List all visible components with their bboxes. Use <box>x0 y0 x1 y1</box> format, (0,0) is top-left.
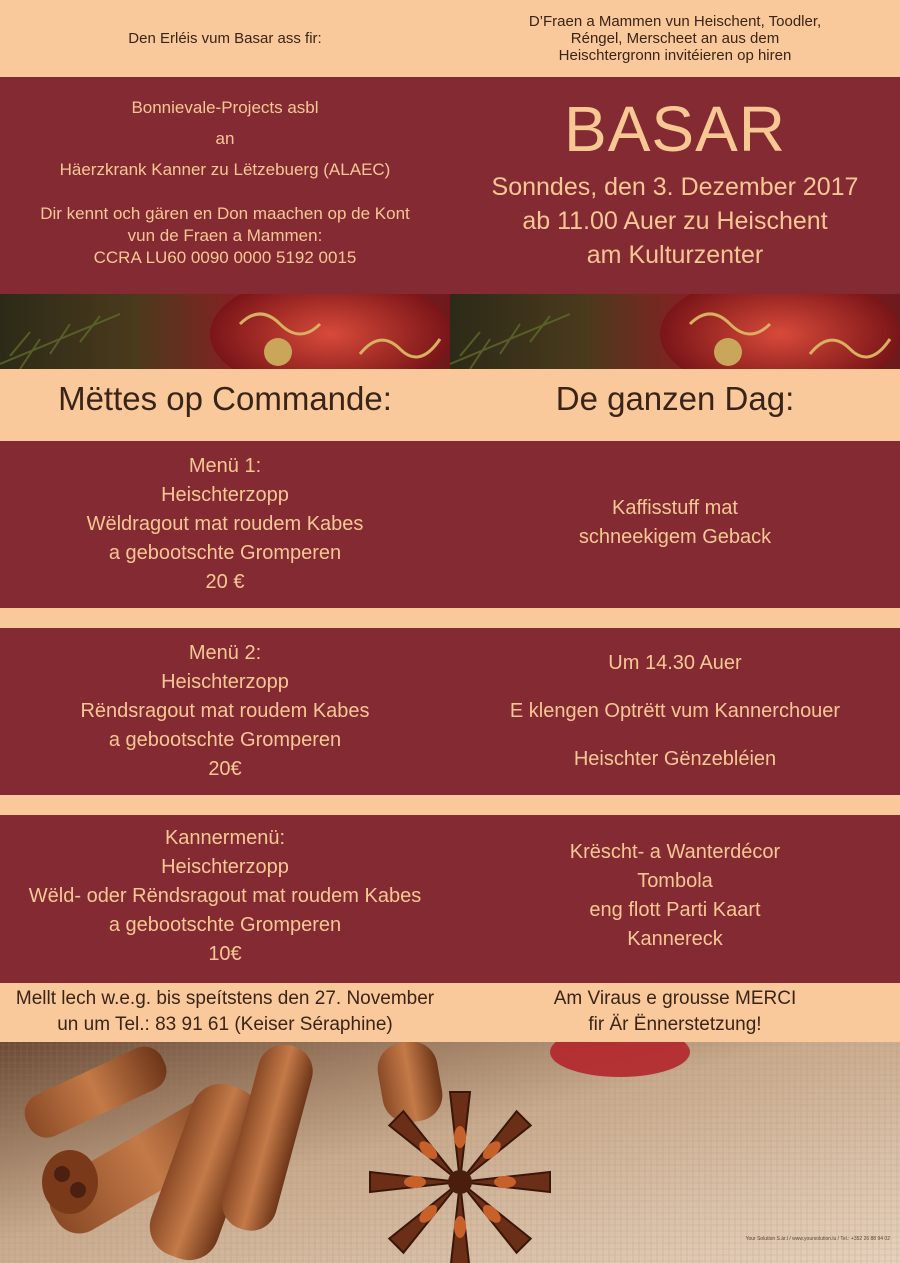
invitation-line: Réngel, Merscheet an aus dem <box>570 30 780 47</box>
thanks-line: fir Är Ënnerstetzung! <box>588 1014 762 1035</box>
cinnamon-star-anise-illustration <box>0 1042 900 1263</box>
menu-line: a gebootschte Gromperen <box>108 914 342 936</box>
invitation-text <box>450 13 900 64</box>
invitation-line: D’Fraen a Mammen vun Heischent, Toodler, <box>528 13 822 30</box>
registration-line: Mellt lech w.e.g. bis speítstens den 27. November <box>15 988 435 1009</box>
bank-account: CCRA LU60 0090 0000 5192 0015 <box>93 248 357 267</box>
menu-line: Wëld- oder Rëndsragout mat roudem Kabes <box>28 885 422 907</box>
menu-line: a gebootschte Gromperen <box>108 542 342 564</box>
beneficiaries-block <box>0 97 450 269</box>
menu-2 <box>0 639 450 784</box>
printer-credit: Your Solution S.àr.l / www.yoursolution.lu / Tel.: +352 26 88 94 02 <box>745 1236 890 1242</box>
menu-line: a gebootschte Gromperen <box>108 729 342 751</box>
menu-line: Kannermenü: <box>164 827 286 849</box>
activity-line: E klengen Optrëtt vum Kannerchouer <box>509 700 841 722</box>
invitation-line: Heischtergronn invitéieren op hiren <box>558 47 792 64</box>
heading-lunch-order: Mëttes op Commande: <box>58 380 392 417</box>
event-date: Sonndes, den 3. Dezember 2017 <box>491 173 859 201</box>
menu-line: Menü 2: <box>188 642 262 664</box>
menu-line: Rëndsragout mat roudem Kabes <box>80 700 370 722</box>
afternoon-program <box>450 651 900 771</box>
kids-menu <box>0 824 450 969</box>
activity-line: Tombola <box>637 870 713 892</box>
registration-note <box>0 986 450 1038</box>
ornament-illustration <box>0 294 900 369</box>
heading-all-day: De ganzen Dag: <box>555 380 795 417</box>
donation-line: vun de Fraen a Mammen: <box>127 226 323 245</box>
activity-line: Krëscht- a Wanterdécor <box>569 841 781 863</box>
thanks-note <box>450 986 900 1038</box>
registration-phone: un um Tel.: 83 91 61 (Keiser Séraphine) <box>57 1014 393 1035</box>
ornament-photo-strip <box>0 294 900 369</box>
proceeds-intro: Den Erléis vum Basar ass fir: <box>128 30 322 47</box>
menu-line: Heischterzopp <box>161 671 289 693</box>
activity-line: Heischter Gënzebléien <box>573 748 777 770</box>
menu-line: Menü 1: <box>188 455 262 477</box>
event-time: ab 11.00 Auer zu Heischent <box>522 207 828 235</box>
beneficiary-line: Bonnievale-Projects asbl <box>131 98 319 117</box>
menu-line: Heischterzopp <box>161 856 289 878</box>
donation-line: Dir kennt och gären en Don maachen op de Kont <box>40 204 410 223</box>
menu-line: Heischterzopp <box>161 484 289 506</box>
activity-line: Kaffisstuff mat <box>612 497 738 519</box>
activity-line: Kannereck <box>627 928 723 950</box>
event-title: BASAR <box>564 93 786 165</box>
menu-price: 20€ <box>208 758 242 780</box>
activity-line: Um 14.30 Auer <box>608 652 742 674</box>
all-day-coffee <box>450 494 900 552</box>
activity-line: eng flott Parti Kaart <box>589 899 761 921</box>
spices-photo <box>0 1042 900 1263</box>
activity-line: schneekigem Geback <box>578 526 772 548</box>
menu-1 <box>0 452 450 597</box>
activities-list <box>450 838 900 954</box>
menu-price: 10€ <box>208 943 242 965</box>
menu-price: 20 € <box>205 571 245 593</box>
beneficiary-line: Häerzkrank Kanner zu Lëtzebuerg (ALAEC) <box>59 160 391 179</box>
beneficiary-line: an <box>215 129 235 148</box>
event-details <box>450 170 900 272</box>
event-venue: am Kulturzenter <box>586 241 764 269</box>
thanks-line: Am Viraus e grousse MERCI <box>553 988 797 1009</box>
menu-line: Wëldragout mat roudem Kabes <box>86 513 364 535</box>
